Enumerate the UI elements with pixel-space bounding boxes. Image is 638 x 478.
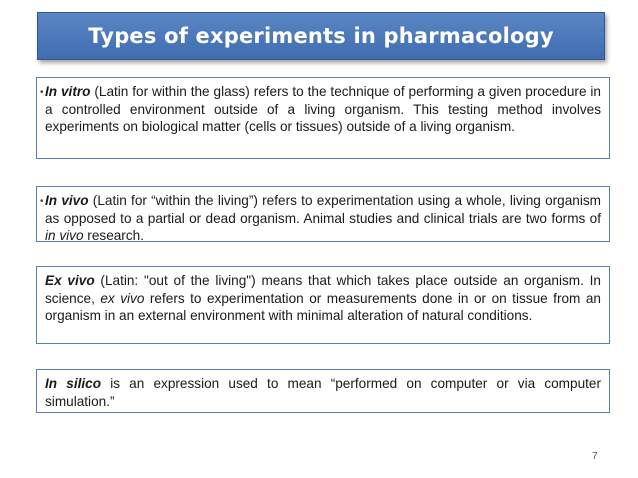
italic-term: ex vivo <box>100 290 145 306</box>
definition-body: (Latin: "out of the living") means that which takes place outside an organism. In science, <box>45 273 601 306</box>
page-number: 7 <box>592 451 598 462</box>
term-ex-vivo: Ex vivo <box>45 273 95 288</box>
definition-body: (Latin for within the glass) refers to the technique of performing a given procedure in a controlled environment outside of a living organism. This testing method involves experiments on biological matter (cells or tissues) outside of a living organism. <box>45 84 601 134</box>
definition-text-in-vitro <box>45 83 601 136</box>
definition-box-in-vitro <box>36 77 610 159</box>
definition-box-in-vivo <box>36 186 610 242</box>
bullet-icon: • <box>40 87 44 98</box>
definition-text-in-vivo <box>45 192 601 245</box>
definition-box-ex-vivo <box>36 266 610 344</box>
definition-body: (Latin for “within the living”) refers to experimentation using a whole, living organism as opposed to a partial or dead organism. Animal studies and clinical trials are two forms of <box>45 193 601 226</box>
definition-body-end: refers to experimentation or measurements done in or on tissue from an organism in an external environment with minimal alteration of natural conditions. <box>45 290 601 323</box>
term-in-silico: In silico <box>45 376 102 391</box>
title-banner <box>37 12 605 60</box>
term-in-vivo: In vivo <box>45 193 89 208</box>
term-in-vitro: In vitro <box>45 84 91 99</box>
italic-term: in vivo <box>45 228 84 243</box>
bullet-icon: • <box>40 196 44 207</box>
definition-body: is an expression used to mean “performed on computer or via computer simulation.” <box>45 376 601 409</box>
definition-body-end: research. <box>83 228 144 243</box>
definition-box-in-silico <box>36 369 610 413</box>
definition-text-ex-vivo <box>45 272 601 325</box>
definition-text-in-silico <box>45 375 601 410</box>
page-title: Types of experiments in pharmacology <box>88 24 554 48</box>
